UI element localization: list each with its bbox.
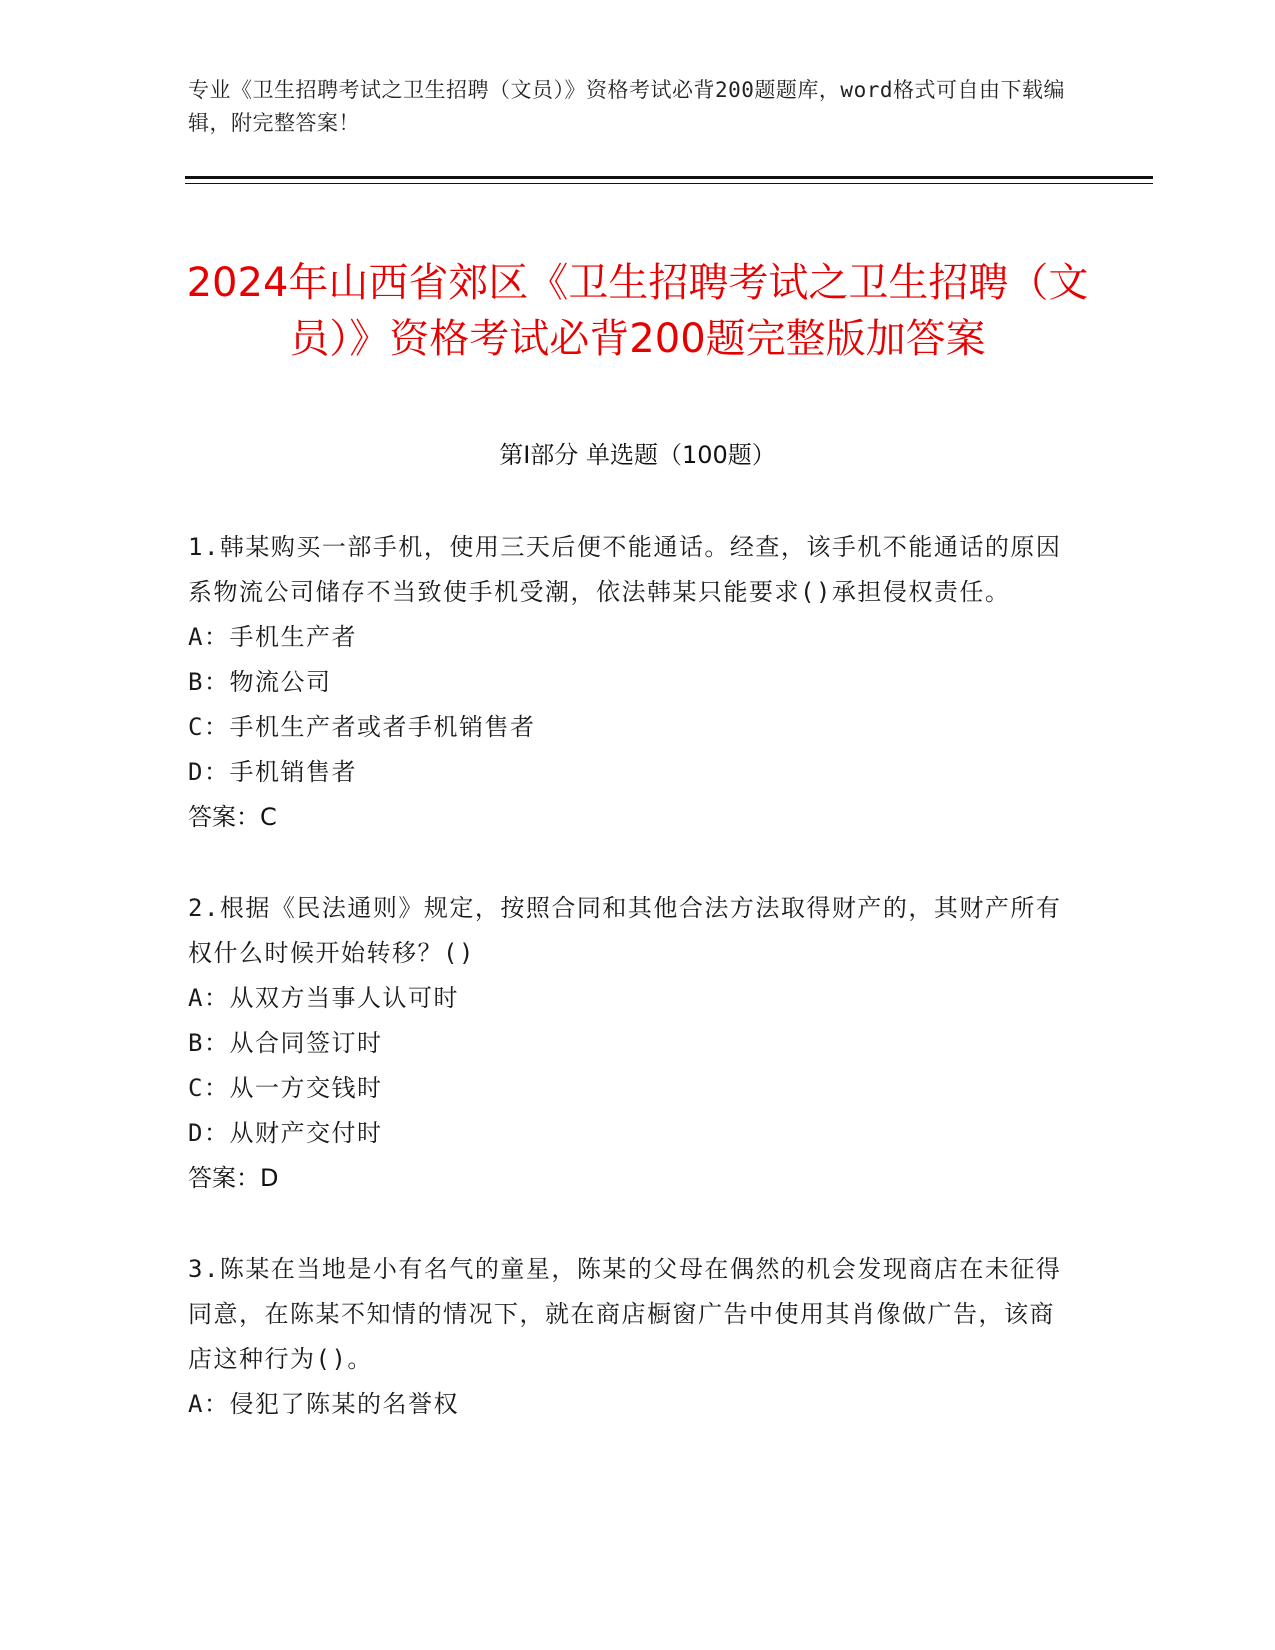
question-list (188, 525, 1068, 1473)
header-note: 专业《卫生招聘考试之卫生招聘（文员）》资格考试必背200题题库，word格式可自由下载编辑，附完整答案！ (188, 78, 1065, 135)
option-b: B：物流公司 (188, 668, 332, 696)
option-b: B：从合同签订时 (188, 1029, 383, 1057)
option-c: C：手机生产者或者手机销售者 (188, 713, 536, 741)
document-title: 2024年山西省郊区《卫生招聘考试之卫生招聘（文员）》资格考试必背200题完整版加答案 (186, 259, 1089, 362)
question-2 (188, 886, 1068, 1201)
question-text: 1.韩某购买一部手机，使用三天后便不能通话。经查，该手机不能通话的原因系物流公司储存不当致使手机受潮，依法韩某只能要求()承担侵权责任。 (188, 533, 1062, 606)
question-3 (188, 1247, 1068, 1427)
answer: 答案：C (188, 803, 277, 831)
option-d: D：从财产交付时 (188, 1119, 383, 1147)
question-text: 2.根据《民法通则》规定，按照合同和其他合法方法取得财产的，其财产所有权什么时候开始转移？() (188, 894, 1062, 967)
answer: 答案：D (188, 1164, 279, 1192)
option-a: A：手机生产者 (188, 623, 357, 651)
question-text: 3.陈某在当地是小有名气的童星，陈某的父母在偶然的机会发现商店在未征得同意，在陈某不知情的情况下，就在商店橱窗广告中使用其肖像做广告，该商店这种行为()。 (188, 1255, 1062, 1373)
question-1 (188, 525, 1068, 840)
header-divider-thin (185, 183, 1153, 184)
option-c: C：从一方交钱时 (188, 1074, 383, 1102)
option-d: D：手机销售者 (188, 758, 357, 786)
option-a: A：从双方当事人认可时 (188, 984, 459, 1012)
option-a: A：侵犯了陈某的名誉权 (188, 1390, 459, 1418)
header-divider-thick (185, 176, 1153, 179)
section-heading: 第I部分 单选题（100题） (499, 441, 776, 469)
